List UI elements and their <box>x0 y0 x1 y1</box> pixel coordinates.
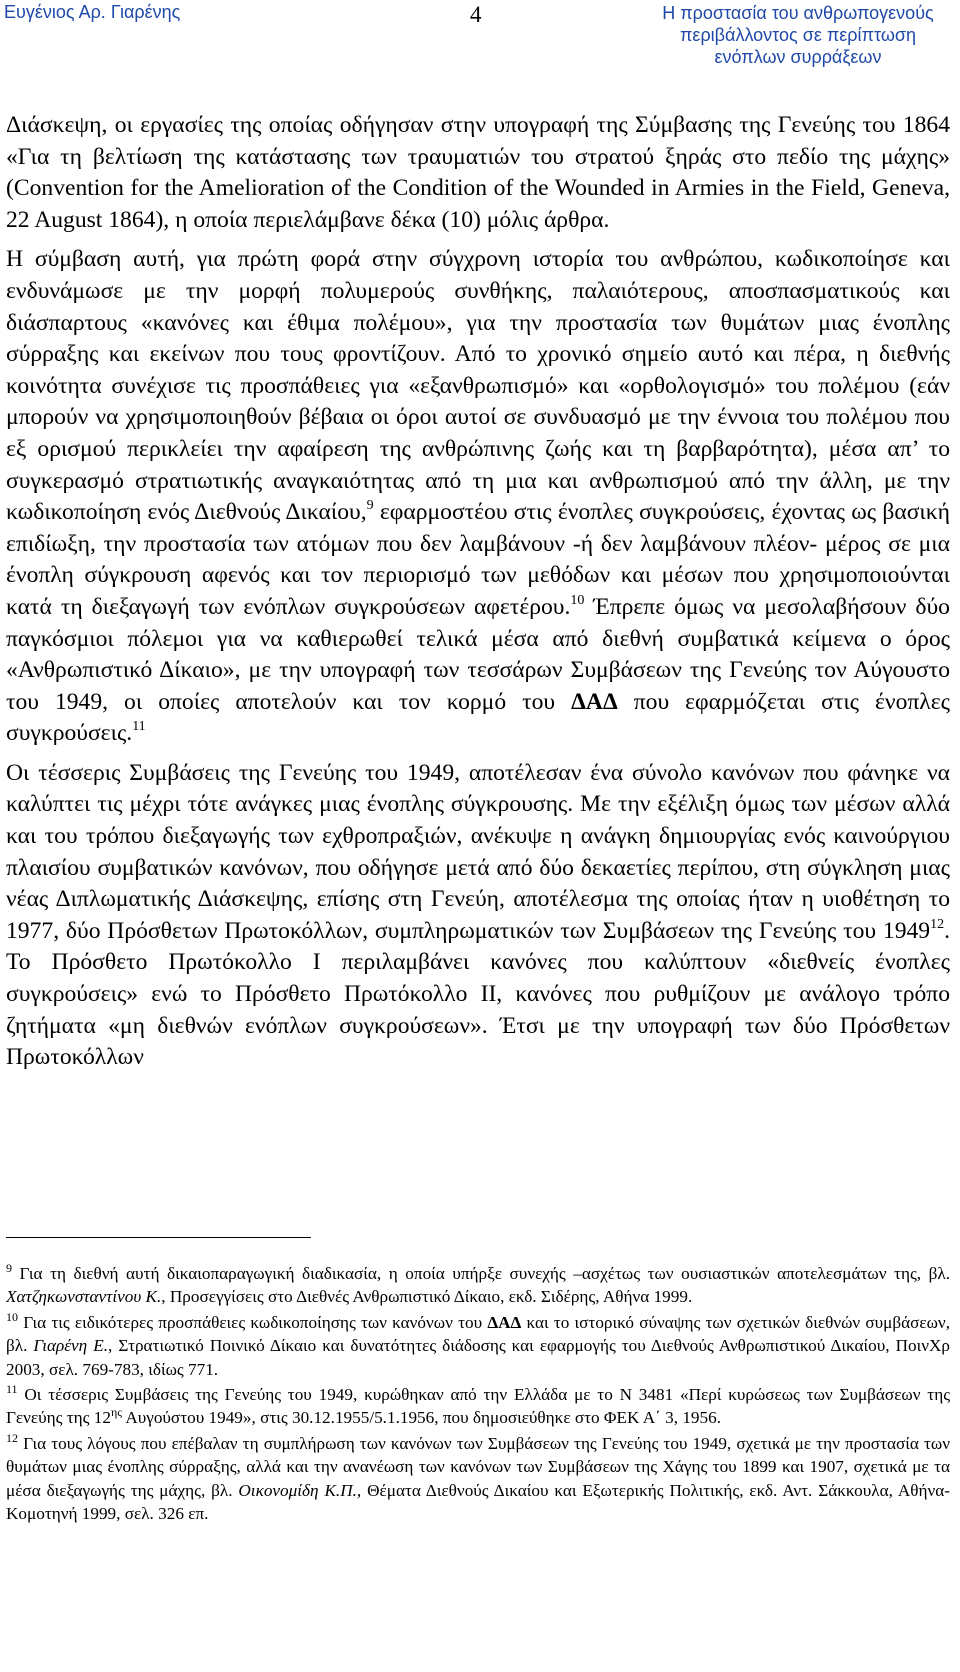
footnote-11 <box>6 1383 950 1430</box>
paragraph-2 <box>6 244 950 750</box>
text-run: Για τις ειδικότερες προσπάθειες κωδικοποίησης των κανόνων του <box>18 1312 488 1332</box>
text-run: Έπρεπε όμως να μεσολαβήσουν δύο παγκόσμιοι πόλεμοι για να καθιερωθεί τελικά μέσα από διεθνή συμβατικά κείμενα ο όρος «Ανθρωπιστικό Δίκαιο», με την υπογραφή των τεσσάρων Συμβάσεων της Γενεύης τον Αύγουστο του 1949, οι οποίες αποτελούν και τον κορμό του <box>6 593 950 715</box>
footnote-9 <box>6 1262 950 1309</box>
text-run: και το ιστορικό σύναψης των σχετικών διεθνών συμβάσεων, βλ. <box>6 1312 950 1356</box>
footnote-ref-9: 9 <box>366 498 374 514</box>
header-title-line: ενόπλων συρράξεων <box>714 47 882 67</box>
text-run: , Θέματα Διεθνούς Δικαίου και Εξωτερικής Πολιτικής, εκδ. Αντ. Σάκκουλα, Αθήνα-Κομοτηνή 1999, σελ. 326 επ. <box>6 1480 950 1524</box>
header-title <box>648 2 948 68</box>
footnote-number: 11 <box>6 1382 18 1397</box>
text-run: , Προσεγγίσεις στο Διεθνές Ανθρωπιστικό Δίκαιο, εκδ. Σιδέρης, Αθήνα 1999. <box>161 1287 693 1307</box>
paragraph-3 <box>6 758 950 1074</box>
text-run: εφαρμοστέου στις ένοπλες συγκρούσεις, έχοντας ως βασική επιδίωξη, την προστασία των ατόμων που δεν λαμβάνουν -ή δεν λαμβάνουν πλέον- μέρος σε μια ένοπλη σύγκρουση αφενός και τον περιορισμό των μεθόδων και μέσων που χρησιμοποιούνται κατά τη διεξαγωγή των ενόπλων συγκρούσεων αφετέρου. <box>6 499 951 620</box>
text-run: Για τη διεθνή αυτή δικαιοπαραγωγική διαδικασία, η οποία υπήρξε συνεχής –ασχέτως των ουσιαστικών αποτελεσμάτων της, βλ. <box>12 1264 950 1283</box>
text-run: Οι τέσσερις Συμβάσεις της Γενεύης του 1949, αποτέλεσαν ένα σύνολο κανόνων που φάνηκε να καλύπτει τις μέχρι τότε ανάγκες μιας ένοπλης σύγκρουσης. Με την εξέλιξη όμως των μέσων αλλά και του τρόπου διεξαγωγής των εχθροπραξιών, ανέκυψε η ανάγκη δημιουργίας ενός καινούργιου πλαισίου συμβατικών κανόνων, που οδήγησε μετά από δύο δεκαετίες περίπου, στη σύγκληση μιας νέας Διπλωματικής Διάσκεψης, επίσης στη Γενεύη, αποτέλεσμα της οποίας ήταν η υιοθέτηση το 1977, δύο Πρόσθετων Πρωτοκόλλων, συμπληρωματικών των Συμβάσεων της Γενεύης του 1949 <box>6 759 950 944</box>
footnote-12 <box>6 1432 950 1526</box>
footnote-ref-12: 12 <box>930 916 945 932</box>
ordinal-suffix: ης <box>110 1405 122 1420</box>
abbr-dad: ΔΑΔ <box>571 688 618 715</box>
text-run: Οι τέσσερις Συμβάσεις της Γενεύης του 1949, κυρώθηκαν από την Ελλάδα με το Ν 3481 «Περί κυρώσεως των Συμβάσεων της Γενεύης της 12 <box>6 1385 950 1428</box>
text-run: Για τους λόγους που επέβαλαν τη συμπλήρωση των κανόνων των Συμβάσεων της Γενεύης του 1949, σχετικά με την προστασία των θυμάτων μιας ένοπλης σύρραξης, αλλά και την ανανέωση των κανόνων των Συμβάσεων της Χάγης του 1899 και 1907, σχετικά με τα μέσα διεξαγωγής της μάχης, βλ. <box>6 1433 950 1500</box>
footnote-ref-10: 10 <box>570 592 585 608</box>
cited-author: Οικονομίδη Κ.Π. <box>238 1480 357 1500</box>
page-number: 4 <box>470 2 482 27</box>
abbr-dad: ΔΑΔ <box>487 1312 522 1332</box>
text-run: , Στρατιωτικό Ποινικό Δίκαιο και δυνατότητες διάδοσης και εφαρμογής του Διεθνούς Ανθρωπιστικού Δικαίου, ΠοινΧρ 2003, σελ. 769-783, ιδίως 771. <box>6 1336 950 1379</box>
page-header <box>0 0 960 80</box>
footnote-number: 10 <box>6 1309 18 1324</box>
footnote-number: 9 <box>6 1261 12 1275</box>
header-author: Ευγένιος Αρ. Γιαρένης <box>4 2 181 22</box>
cited-author: Χατζηκωνσταντίνου Κ. <box>6 1287 162 1307</box>
footnote-ref-11: 11 <box>132 719 146 735</box>
header-title-line: περιβάλλοντος σε περίπτωση <box>680 25 916 45</box>
paragraph-1: Διάσκεψη, οι εργασίες της οποίας οδήγησαν στην υπογραφή της Σύμβασης της Γενεύης του 1864 «Για τη βελτίωση της κατάστασης των τραυματιών του στρατού ξηράς στο πεδίο της μάχης» (Convention for the Amelioration of the Condition of the Wounded in Armies in the Field, Geneva, 22 August 1864), η οποία περιελάμβανε δέκα (10) μόλις άρθρα. <box>6 112 950 233</box>
footnote-number: 12 <box>6 1430 18 1445</box>
footnote-10 <box>6 1311 950 1381</box>
cited-author: Γιαρένη Ε. <box>33 1336 109 1356</box>
text-run: . Το Πρόσθετο Πρωτόκολλο Ι περιλαμβάνει κανόνες που καλύπτουν «διεθνείς ένοπλες συγκρούσεις» ενώ το Πρόσθετο Πρωτόκολλο ΙΙ, κανόνες που ρυθμίζουν με ανάλογο τρόπο ζητήματα «μη διεθνών ενόπλων συγκρούσεων». Έτσι με την υπογραφή των δύο Πρόσθετων Πρωτοκόλλων <box>6 917 950 1071</box>
text-run: Αυγούστου 1949», στις 30.12.1955/5.1.1956, που δημοσιεύθηκε στο ΦΕΚ Α΄ 3, 1956. <box>121 1408 722 1428</box>
footnote-separator <box>6 1237 311 1238</box>
text-run: που εφαρμόζεται στις ένοπλες συγκρούσεις. <box>6 688 950 747</box>
header-title-line: Η προστασία του ανθρωπογενούς <box>662 3 934 23</box>
main-text <box>6 110 950 1082</box>
footnotes <box>6 1262 950 1527</box>
text-run: Η σύμβαση αυτή, για πρώτη φορά στην σύγχρονη ιστορία του ανθρώπου, κωδικοποίησε και ενδυνάμωσε με την μορφή πολυμερούς συνθήκης, παλαιότερους, αποσπασματικούς και διάσπαρτους «κανόνες και έθιμα πολέμου», για την προστασία των θυμάτων μιας ένοπλης σύρραξης και εκείνων που τους φροντίζουν. Από το χρονικό σημείο αυτό και πέρα, η διεθνής κοινότητα συνέχισε τις προσπάθειες για «εξανθρωπισμό» και «ορθολογισμό» του πολέμου (εάν μπορούν να χρησιμοποιηθούν βέβαια οι όροι αυτοί σε συνδυασμό με την έννοια του πολέμου που εξ ορισμού περικλείει την αφαίρεση της ανθρώπινης ζωής και τη βαρβαρότητα), μέσα απ’ το συγκερασμό στρατιωτικής αναγκαιότητας από τη μια και ανθρωπισμού από την άλλη, με την κωδικοποίηση ενός Διεθνούς Δικαίου, <box>6 246 950 526</box>
